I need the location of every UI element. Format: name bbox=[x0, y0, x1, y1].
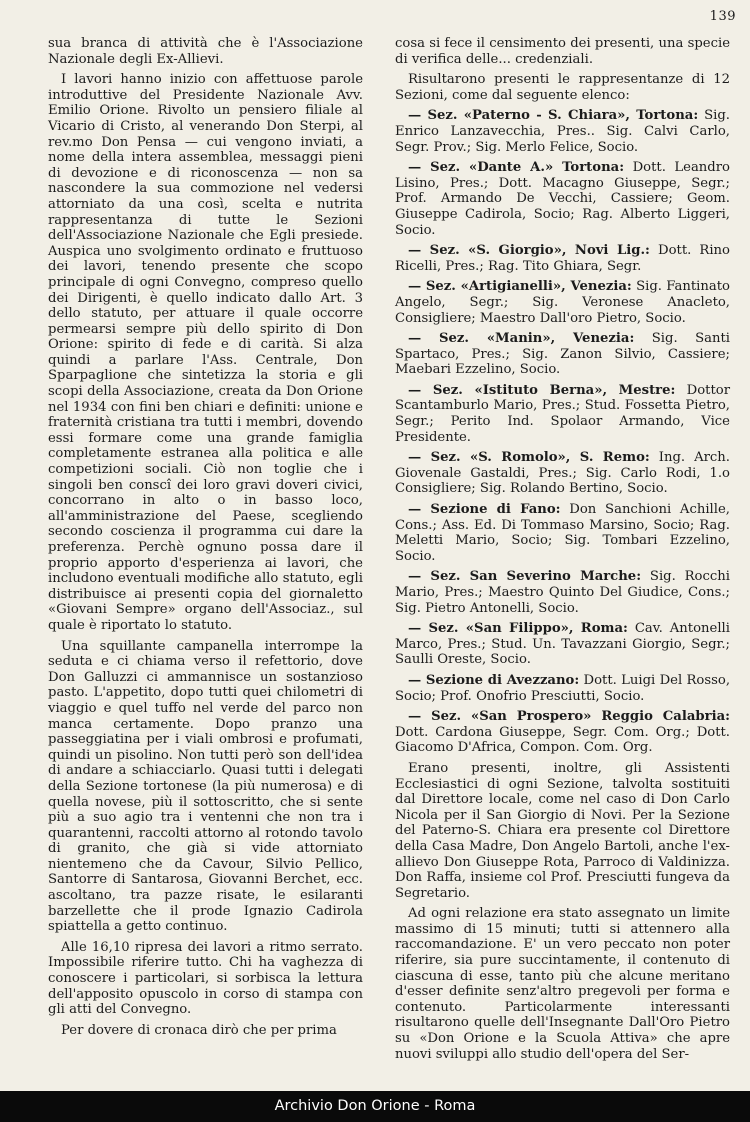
paragraph: Alle 16,10 ripresa dei lavori a ritmo serrato. Impossibile riferire tutto. Chi ha vaghezza di conoscere i particolari, si sorbisca la lettura dell'apposito opuscolo in corso di stampa con gli atti del Convegno. bbox=[48, 939, 363, 1018]
paragraph: Ad ogni relazione era stato assegnato un limite massimo di 15 minuti; tutti si attennero alla raccomandazione. E' un vero peccato non poter riferire, sia pure succintamente, il contenuto di ciascuna di esse, tanto più che alcune meritano d'esser definite senz'altro pregevoli per forma e contenuto. Particolarmente interessanti risultarono quelle dell'Insegnante Dall'Oro Pietro su «Don Orione e la Scuola Attiva» che apre nuovi sviluppi allo studio dell'opera del Ser- bbox=[395, 906, 730, 1062]
section-entry bbox=[395, 108, 730, 155]
section-members: Dott. Cardona Giuseppe, Segr. Com. Org.; Dott. Giacomo D'Africa, Compon. Com. Org. bbox=[395, 724, 730, 756]
section-entry bbox=[395, 709, 730, 756]
section-members: Dott. Luigi Del Rosso, Socio; Prof. Onofrio Presciutti, Socio. bbox=[395, 672, 731, 704]
section-entry bbox=[395, 621, 730, 668]
paragraph: Risultarono presenti le rappresentanze di 12 Sezioni, come dal seguente elenco: bbox=[395, 72, 730, 103]
section-entry bbox=[395, 243, 730, 274]
left-column bbox=[48, 36, 363, 1043]
paragraph: Per dovere di cronaca dirò che per prima bbox=[61, 1022, 337, 1038]
section-entry bbox=[395, 502, 730, 564]
section-members: Dottor Scantamburlo Mario, Pres.; Stud. Fossetta Pietro, Segr.; Perito Ind. Spolaor Armando, Vice Presidente. bbox=[395, 382, 730, 445]
paragraph: Erano presenti, inoltre, gli Assistenti Ecclesiastici di ogni Sezione, talvolta sostituiti dal Direttore locale, come nel caso di Don Carlo Nicola per il San Giorgio di Novi. Per la Sezione del Paterno-S. Chiara era presente col Direttore della Casa Madre, Don Angelo Bartoli, anche l'ex-allievo Don Giuseppe Rota, Parroco di Valdinizza. Don Raffa, insieme col Prof. Presciutti fungeva da Segretario. bbox=[395, 760, 730, 901]
section-name: — Sez. «S. Romolo», S. Remo: bbox=[408, 450, 650, 466]
section-entry bbox=[395, 279, 730, 326]
section-name: — Sez. San Severino Marche: bbox=[408, 569, 642, 585]
paragraph: cosa si fece il censimento dei presenti, una specie di verifica delle... credenziali. bbox=[395, 36, 730, 67]
section-members: Dott. Leandro Lisino, Pres.; Dott. Macagno Giuseppe, Segr.; Prof. Armando De Vecchi, Cassiere; Geom. Giuseppe Cadirola, Socio; Rag. Alberto Liggeri, Socio. bbox=[395, 160, 730, 238]
section-name: — Sez. «S. Giorgio», Novi Lig.: bbox=[408, 243, 650, 259]
page-number: 139 bbox=[709, 9, 736, 24]
section-members: Sig. Rocchi Mario, Pres.; Maestro Quinto Del Giudice, Cons.; Sig. Pietro Antonelli, Socio. bbox=[395, 569, 730, 616]
section-name: — Sez. «San Filippo», Roma: bbox=[408, 621, 628, 637]
section-name: — Sez. «Paterno - S. Chiara», Tortona: bbox=[408, 108, 699, 124]
section-members: Ing. Arch. Giovenale Gastaldi, Pres.; Sig. Carlo Rodi, 1.o Consigliere; Sig. Rolando Bertino, Socio. bbox=[395, 450, 730, 497]
section-entry bbox=[395, 331, 730, 378]
paragraph: sua branca di attività che è l'Associazione Nazionale degli Ex-Allievi. bbox=[48, 36, 363, 67]
section-name: — Sez. «San Prospero» Reggio Calabria: bbox=[408, 709, 730, 725]
section-members: Cav. Antonelli Marco, Pres.; Stud. Un. Tavazzani Giorgio, Segr.; Saulli Oreste, Socio. bbox=[395, 621, 730, 668]
section-members: Dott. Rino Ricelli, Pres.; Rag. Tito Ghiara, Segr. bbox=[395, 243, 730, 274]
section-members: Don Sanchioni Achille, Cons.; Ass. Ed. Di Tommaso Marsino, Socio; Rag. Meletti Mario, Socio; Sig. Tombari Ezzelino, Socio. bbox=[395, 502, 730, 564]
section-entry bbox=[395, 450, 730, 497]
section-members: Sig. Santi Spartaco, Pres.; Sig. Zanon Silvio, Cassiere; Maebari Ezzelino, Socio. bbox=[395, 331, 730, 378]
section-name: — Sez. «Manin», Venezia: bbox=[408, 331, 635, 347]
section-entry bbox=[395, 569, 730, 616]
paragraph: Una squillante campanella interrompe la seduta e ci chiama verso il refettorio, dove Don Galluzzi ci ammannisce un sostanzioso pasto. L'appetito, dopo tutti quei chilometri di viaggio e quel tuffo nel verde del parco non manca certamente. Dopo pranzo una passeggiatina per i viali ombrosi e profumati, quindi un pisolino. Non tutti però son dell'idea di andare a schiacciarlo. Quasi tutti i delegati della Sezione tortonese (la più numerosa) e di quella novese, più il sottoscritto, che si sente più a suo agio tra i ventenni che non tra i quarantenni, raccolti attorno al rotondo tavolo di granito, che già si vide attorniato nientemeno che da Cavour, Silvio Pellico, Santorre di Santarosa, Giovanni Berchet, ecc. ascoltano, tra pazze risate, le esilaranti barzellette che il prode Ignazio Cadirola spiattella a getto continuo. bbox=[48, 638, 363, 935]
section-entry bbox=[395, 673, 730, 704]
section-members: Sig. Fantinato Angelo, Segr.; Sig. Veronese Anacleto, Consigliere; Maestro Dall'oro Pietro, Socio. bbox=[395, 279, 730, 326]
section-name: — Sez. «Istituto Berna», Mestre: bbox=[408, 382, 676, 398]
archive-footer-bar: Archivio Don Orione - Roma bbox=[0, 1091, 750, 1122]
section-name: — Sez. «Artigianelli», Venezia: bbox=[408, 279, 632, 295]
right-column bbox=[395, 36, 730, 1067]
section-entry bbox=[395, 383, 730, 445]
section-members: Sig. Enrico Lanzavecchia, Pres.. Sig. Calvi Carlo, Segr. Prov.; Sig. Merlo Felice, Socio. bbox=[395, 108, 730, 155]
paragraph: I lavori hanno inizio con affettuose parole introduttive del Presidente Nazionale Avv. Emilio Orione. Rivolto un pensiero filiale al Vicario di Cristo, al venerando Don Sterpi, al rev.mo Don Pensa — cui vengono inviati, a nome della intera assemblea, messaggi pieni di devozione e di riconoscenza — non sa nascondere la sua commozione nel vedersi attorniato da una così, scelta e nutrita rappresentanza di tutte le Sezioni dell'Associazione Nazionale che Egli presiede. Auspica uno svolgimento ordinato e fruttuoso dei lavori, tenendo presente che scopo principale di ogni Convegno, compreso quello dei Dirigenti, è quello indicato dallo Art. 3 dello statuto, per attuare il quale occorre permearsi sempre più dello spirito di Don Orione: spirito di fede e di carità. Si alza quindi a parlare l'Ass. Centrale, Don Sparpaglione che sintetizza la storia e gli scopi della Associazione, creata da Don Orione nel 1934 con fini ben chiari e definiti: unione e fraternità cristiana tra tutti i membri, dovendo essi formare come una grande famiglia completamente estranea alla politica e alle competizioni sociali. Ciò non toglie che i singoli ben conscî dei loro gravi doveri civici, concorrano in alto o in basso loco, all'amministrazione del Paese, scegliendo secondo coscienza il programma cui dare la preferenza. Perchè ognuno possa dare il proprio apporto d'esperienza ai lavori, che includono eventuali modifiche allo statuto, egli distribuisce ai presenti copia del giornaletto «Giovani Sempre» organo dell'Associaz., sul quale è riportato lo statuto. bbox=[48, 72, 363, 633]
section-name: — Sez. «Dante A.» Tortona: bbox=[408, 160, 625, 176]
section-entry bbox=[395, 160, 730, 238]
section-name: — Sezione di Fano: bbox=[408, 502, 561, 518]
section-name: — Sezione di Avezzano: bbox=[408, 672, 580, 688]
